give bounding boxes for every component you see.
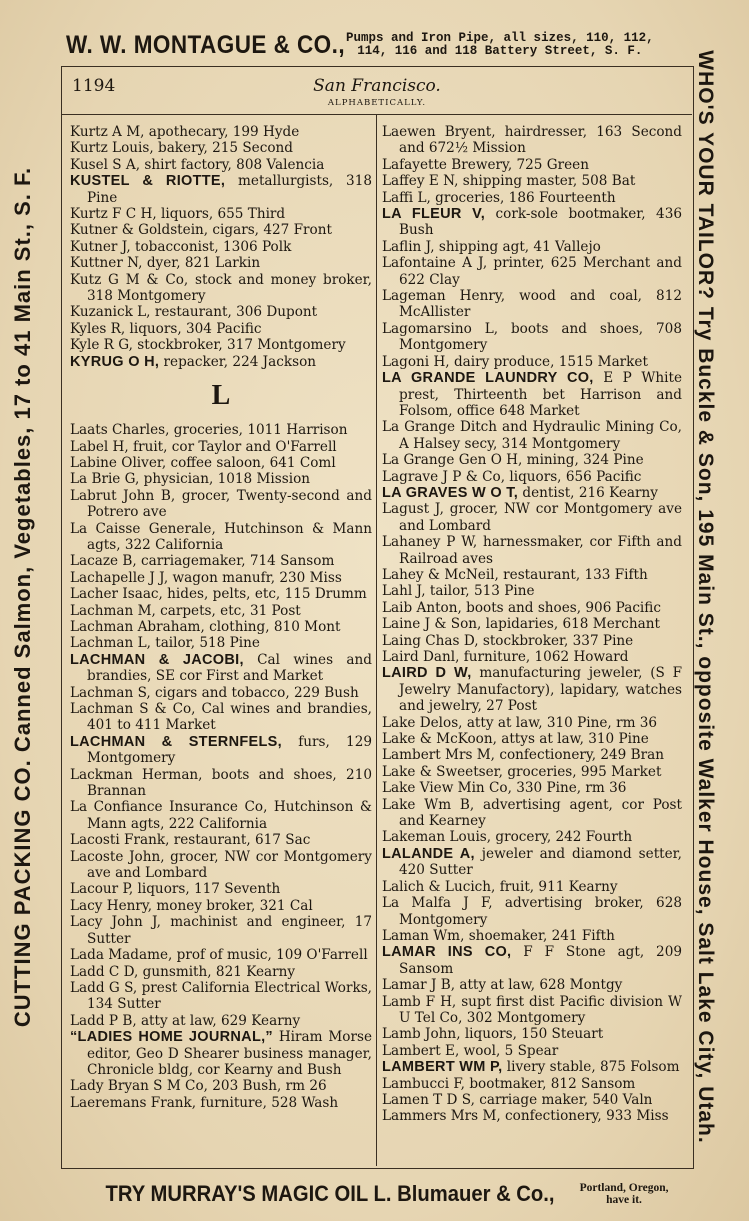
directory-entry	[70, 947, 372, 963]
right-column-entries	[382, 124, 682, 1125]
entry-name: LAIRD D W,	[382, 665, 472, 682]
entry-text: Ladd P B, atty at law, 629 Kearny	[70, 1012, 301, 1029]
directory-entry	[70, 685, 372, 701]
entry-text: dentist, 216 Kearny	[518, 484, 658, 501]
entry-text: Kurtz Louis, bakery, 215 Second	[70, 140, 293, 157]
entry-text: Lachman S, cigars and tobacco, 229 Bush	[70, 684, 359, 701]
entry-text: Lafontaine A J, printer, 625 Merchant and 622 Clay	[382, 255, 682, 288]
entry-name: LA FLEUR V,	[382, 206, 486, 223]
entry-text: Lagoni H, dairy produce, 1515 Market	[382, 353, 648, 370]
entry-text: Kutner & Goldstein, cigars, 427 Front	[70, 222, 332, 239]
entry-text: Lachapelle J J, wagon manufr, 230 Miss	[70, 569, 342, 586]
entry-text: Lahaney P W, harnessmaker, cor Fifth and Railroad aves	[382, 534, 682, 567]
entry-text: Laewen Bryent, hairdresser, 163 Second and 672½ Mission	[382, 124, 682, 157]
entry-name: LA GRANDE LAUNDRY CO,	[382, 370, 594, 387]
directory-entry	[70, 832, 372, 848]
entry-text: La Malfa J F, advertising broker, 628 Montgomery	[382, 895, 682, 928]
directory-entry	[382, 944, 682, 977]
section-letter: L	[211, 380, 231, 412]
column-divider	[376, 114, 377, 1166]
directory-entry	[382, 288, 682, 321]
entry-text: Laine J & Son, lapidaries, 618 Merchant	[382, 616, 660, 633]
entry-text: Lachman M, carpets, etc, 31 Post	[70, 602, 301, 619]
entry-text: La Confiance Insurance Co, Hutchinson & Mann agts, 222 California	[70, 799, 372, 832]
entry-text: Laird Danl, furniture, 1062 Howard	[382, 649, 629, 665]
directory-entry	[70, 157, 372, 173]
directory-entry	[70, 898, 372, 914]
directory-entry	[382, 1092, 682, 1108]
directory-entry	[382, 895, 682, 928]
entry-text: Kuttner N, dyer, 821 Larkin	[70, 255, 261, 272]
directory-entry	[70, 767, 372, 800]
directory-entry	[70, 206, 372, 222]
entry-name: “LADIES HOME JOURNAL,”	[70, 1029, 273, 1046]
entry-text: Laflin J, shipping agt, 41 Vallejo	[382, 238, 601, 255]
directory-entry	[382, 190, 682, 206]
bottom-ad-main: TRY MURRAY'S MAGIC OIL L. Blumauer & Co.,	[105, 1181, 555, 1206]
directory-entry	[382, 879, 682, 895]
entry-text: Lackman Herman, boots and shoes, 210 Brannan	[70, 766, 372, 800]
entry-text: F F Stone agt, 209 Sansom	[399, 944, 683, 977]
entry-text: Lacour P, liquors, 117 Seventh	[70, 881, 281, 898]
directory-entry	[70, 553, 372, 569]
directory-entry	[382, 583, 682, 599]
left-column	[70, 124, 372, 1111]
directory-entry	[70, 849, 372, 882]
entry-text: Lageman Henry, wood and coal, 812 McAllister	[382, 288, 682, 321]
directory-entry	[382, 124, 682, 157]
entry-text: Lacy John J, machinist and engineer, 17 Sutter	[70, 914, 372, 947]
entry-text: Ladd G S, prest California Electrical Works, 134 Sutter	[70, 979, 372, 1013]
entry-text: Kyles R, liquors, 304 Pacific	[70, 320, 262, 337]
entry-text: Lahey & McNeil, restaurant, 133 Fifth	[382, 566, 648, 583]
directory-entry	[382, 829, 682, 845]
directory-entry	[70, 255, 372, 271]
entry-text: La Grange Gen O H, mining, 324 Pine	[382, 452, 644, 469]
entry-text: Kurtz A M, apothecary, 199 Hyde	[70, 124, 300, 140]
directory-entry	[382, 633, 682, 649]
entry-text: furs, 129 Montgomery	[87, 733, 372, 767]
directory-entry	[382, 206, 682, 239]
directory-entry	[70, 521, 372, 554]
directory-entry	[382, 255, 682, 288]
entry-text: Lammers Mrs M, confectionery, 933 Miss	[382, 1108, 669, 1125]
entry-text: Lafayette Brewery, 725 Green	[382, 156, 589, 173]
left-column-k-entries	[70, 124, 372, 370]
entry-text: Kutner J, tobacconist, 1306 Polk	[70, 238, 292, 255]
entry-text: livery stable, 875 Folsom	[502, 1059, 680, 1076]
entry-text: Lada Madame, prof of music, 109 O'Farrell	[70, 947, 368, 964]
directory-entry	[382, 419, 682, 452]
directory-entry	[382, 1043, 682, 1059]
directory-entry	[382, 370, 682, 419]
entry-text: Ladd C D, gunsmith, 821 Kearny	[70, 963, 296, 980]
directory-entry	[382, 928, 682, 944]
directory-entry	[70, 1095, 372, 1111]
entry-text: Laffi L, groceries, 186 Fourteenth	[382, 189, 616, 206]
directory-entry	[70, 422, 372, 438]
entry-text: Laeremans Frank, furniture, 528 Wash	[70, 1094, 339, 1111]
entry-text: Cal wines and brandies, SE cor First and Market	[87, 651, 372, 685]
entry-name: LA GRAVES W O T,	[382, 484, 519, 501]
directory-entry	[382, 649, 682, 665]
entry-text: La Caisse Generale, Hutchinson & Mann agts, 322 California	[70, 520, 372, 553]
directory-entry	[382, 173, 682, 189]
directory-entry	[70, 1029, 372, 1078]
entry-text: Lambucci F, bootmaker, 812 Sansom	[382, 1075, 636, 1092]
directory-entry	[382, 354, 682, 370]
entry-text: Kuzanick L, restaurant, 306 Dupont	[70, 304, 318, 321]
directory-entry	[382, 715, 682, 731]
entry-text: Lake Wm B, advertising agent, cor Post and Kearney	[382, 796, 682, 830]
entry-text: Labine Oliver, coffee saloon, 641 Coml	[70, 454, 336, 471]
directory-entry	[70, 652, 372, 685]
entry-text: Lamar J B, atty at law, 628 Montgy	[382, 977, 623, 994]
entry-name: LAMAR INS CO,	[382, 944, 512, 961]
directory-entry	[382, 239, 682, 255]
entry-text: Laman Wm, shoemaker, 241 Fifth	[382, 927, 615, 944]
directory-entry	[382, 1059, 682, 1075]
directory-entry	[70, 439, 372, 455]
directory-entry	[382, 600, 682, 616]
entry-text: Lamb F H, supt first dist Pacific division W U Tel Co, 302 Montgomery	[382, 993, 682, 1026]
bottom-ad-tag-line1: Portland, Oregon,	[579, 1182, 669, 1194]
right-column	[382, 124, 682, 1125]
entry-text: Lambert Mrs M, confectionery, 249 Bran	[382, 747, 664, 764]
entry-text: Lachman Abraham, clothing, 810 Mont	[70, 618, 341, 635]
entry-text: Laats Charles, groceries, 1011 Harrison	[70, 422, 348, 439]
entry-text: Hiram Morse editor, Geo D Shearer business manager, Chronicle bldg, cor Kearny and Bush	[87, 1029, 372, 1078]
bottom-ad-tagline	[580, 1182, 669, 1206]
entry-text: Laffey E N, shipping master, 508 Bat	[382, 173, 636, 190]
entry-text: Lachman L, tailor, 518 Pine	[70, 635, 260, 652]
directory-entry	[70, 239, 372, 255]
directory-entry	[70, 734, 372, 767]
entry-text: Lahl J, tailor, 513 Pine	[382, 583, 535, 600]
top-ad-tagline	[346, 32, 654, 58]
right-side-advertisement: WHO'S YOUR TAILOR? Try Buckle & Son, 195 Main St., opposite Walker House, Salt Lake City, Utah.	[694, 50, 717, 1144]
directory-entry	[70, 1013, 372, 1029]
directory-entry	[70, 321, 372, 337]
entry-text: Label H, fruit, cor Taylor and O'Farrell	[70, 438, 337, 455]
page-place-title: San Francisco.	[313, 76, 441, 96]
directory-entry	[382, 616, 682, 632]
top-ad-firm: W. W. MONTAGUE & CO.,	[66, 30, 346, 59]
entry-text: E P White prest, Thirteenth bet Harrison and Folsom, office 648 Market	[399, 370, 682, 419]
left-side-advertisement: CUTTING PACKING CO. Canned Salmon, Vegetables, 17 to 41 Main St., S. F.	[10, 166, 35, 1028]
directory-entry	[382, 731, 682, 747]
directory-entry	[70, 222, 372, 238]
entry-text: Lamb John, liquors, 150 Steuart	[382, 1026, 604, 1043]
directory-entry	[70, 304, 372, 320]
entry-text: Lachman S & Co, Cal wines and brandies, 401 to 411 Market	[70, 701, 372, 734]
entry-name: LALANDE A,	[382, 845, 475, 862]
directory-entry	[382, 846, 682, 879]
directory-entry	[382, 747, 682, 763]
directory-entry	[70, 570, 372, 586]
directory-entry	[382, 501, 682, 534]
directory-entry	[382, 452, 682, 468]
directory-entry	[382, 780, 682, 796]
directory-entry	[70, 799, 372, 832]
directory-entry	[382, 469, 682, 485]
directory-entry	[382, 534, 682, 567]
directory-entry	[70, 914, 372, 947]
directory-entry	[382, 1076, 682, 1092]
entry-text: Lacoste John, grocer, NW cor Montgomery ave and Lombard	[70, 848, 372, 882]
directory-entry	[70, 1078, 372, 1094]
entry-name: KUSTEL & RIOTTE,	[70, 173, 226, 190]
entry-text: Lake & Sweetser, groceries, 995 Market	[382, 763, 662, 780]
directory-entry	[382, 1026, 682, 1042]
directory-entry	[70, 980, 372, 1013]
directory-entry	[382, 321, 682, 354]
top-ad-line2: 114, 116 and 118 Battery Street, S. F.	[357, 44, 643, 58]
directory-entry	[70, 272, 372, 305]
entry-text: Lake & McKoon, attys at law, 310 Pine	[382, 731, 649, 748]
directory-entry	[70, 603, 372, 619]
bottom-ad-tag-line2: have it.	[606, 1194, 642, 1206]
directory-entry	[382, 764, 682, 780]
directory-entry	[382, 485, 682, 501]
directory-entry	[382, 977, 682, 993]
bottom-advertisement	[62, 1174, 692, 1214]
entry-text: Lagrave J P & Co, liquors, 656 Pacific	[382, 468, 642, 485]
directory-entry	[70, 471, 372, 487]
entry-name: LACHMAN & STERNFELS,	[70, 733, 282, 750]
entry-text: Lacher Isaac, hides, pelts, etc, 115 Drumm	[70, 586, 367, 603]
top-advertisement	[66, 22, 686, 68]
directory-entry	[70, 337, 372, 353]
entry-text: La Brie G, physician, 1018 Mission	[70, 471, 311, 488]
entry-name: KYRUG O H,	[70, 353, 160, 370]
directory-entry	[70, 619, 372, 635]
directory-entry	[70, 881, 372, 897]
entry-text: La Grange Ditch and Hydraulic Mining Co, A Halsey secy, 314 Montgomery	[382, 419, 682, 452]
entry-text: Kutz G M & Co, stock and money broker, 318 Montgomery	[70, 271, 372, 305]
entry-text: Lakeman Louis, grocery, 242 Fourth	[382, 829, 633, 846]
entry-text: Lalich & Lucich, fruit, 911 Kearny	[382, 878, 618, 895]
entry-text: manufacturing jeweler, (S F Jewelry Manufactory), lapidary, watches and jewelry, 27 Post	[399, 665, 682, 715]
directory-entry	[70, 488, 372, 521]
entry-text: Lagust J, grocer, NW cor Montgomery ave and Lombard	[382, 501, 682, 534]
directory-entry	[382, 157, 682, 173]
directory-entry	[382, 797, 682, 830]
entry-text: Lake Delos, atty at law, 310 Pine, rm 36	[382, 714, 658, 731]
entry-text: Lacaze B, carriagemaker, 714 Sansom	[70, 553, 335, 570]
directory-entry	[382, 994, 682, 1027]
page-number: 1194	[72, 76, 116, 96]
directory-entry	[70, 173, 372, 206]
entry-text: Lacosti Frank, restaurant, 617 Sac	[70, 832, 311, 849]
entry-text: Labrut John B, grocer, Twenty-second and Potrero ave	[70, 487, 372, 521]
directory-entry	[70, 354, 372, 370]
entry-text: jeweler and diamond setter, 420 Sutter	[399, 845, 682, 879]
entry-text: cork-sole bootmaker, 436 Bush	[399, 206, 682, 239]
entry-text: Kyle R G, stockbroker, 317 Montgomery	[70, 337, 346, 354]
directory-entry	[382, 1108, 682, 1124]
entry-name: LACHMAN & JACOBI,	[70, 651, 244, 668]
directory-entry	[70, 635, 372, 651]
left-column-l-entries	[70, 422, 372, 1111]
entry-text: metallurgists, 318 Pine	[87, 173, 372, 206]
entry-text: Lacy Henry, money broker, 321 Cal	[70, 897, 313, 914]
top-ad-line1: Pumps and Iron Pipe, all sizes, 110, 112,	[346, 31, 654, 45]
entry-text: Lake View Min Co, 330 Pine, rm 36	[382, 780, 627, 797]
entry-text: Kurtz F C H, liquors, 655 Third	[70, 206, 286, 223]
directory-entry	[70, 455, 372, 471]
entry-text: Lamen T D S, carriage maker, 540 Valn	[382, 1091, 653, 1108]
entry-text: Lambert E, wool, 5 Spear	[382, 1042, 559, 1059]
entry-text: Laing Chas D, stockbroker, 337 Pine	[382, 632, 634, 649]
entry-text: Laib Anton, boots and shoes, 906 Pacific	[382, 599, 661, 616]
directory-entry	[382, 567, 682, 583]
directory-entry	[70, 124, 372, 140]
directory-entry	[70, 701, 372, 734]
entry-name: LAMBERT WM P,	[382, 1059, 503, 1076]
directory-entry	[382, 665, 682, 714]
running-head	[62, 68, 692, 115]
entry-text: Lagomarsino L, boots and shoes, 708 Montgomery	[382, 320, 682, 354]
directory-entry	[70, 140, 372, 156]
directory-entry	[70, 964, 372, 980]
entry-text: Kusel S A, shirt factory, 808 Valencia	[70, 156, 325, 173]
entry-text: Lady Bryan S M Co, 203 Bush, rm 26	[70, 1078, 327, 1095]
entry-text: repacker, 224 Jackson	[159, 353, 317, 370]
directory-entry	[70, 586, 372, 602]
page-subtitle: ALPHABETICALLY.	[327, 98, 427, 108]
